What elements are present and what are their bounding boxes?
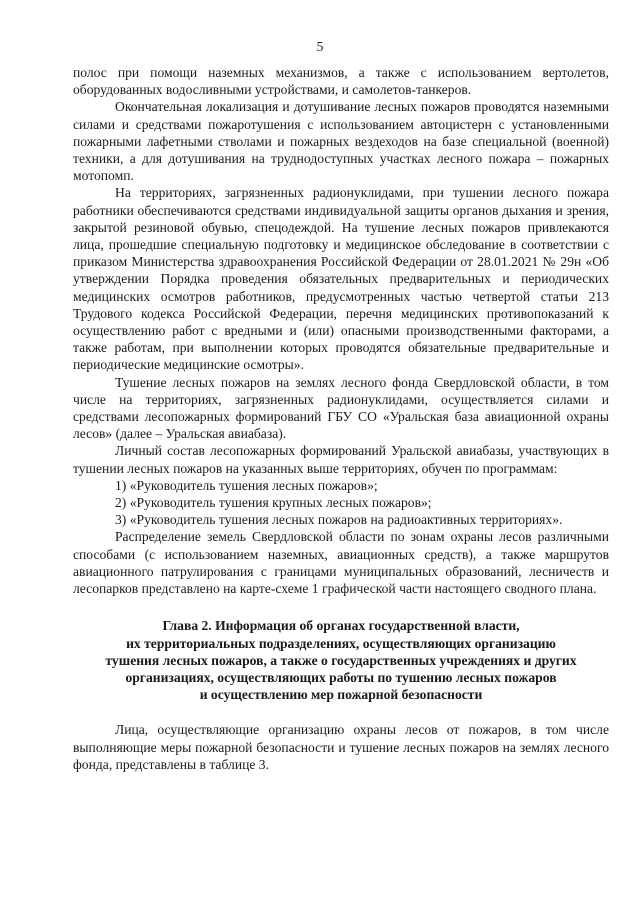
heading-line: организациях, осуществляющих работы по тушению лесных пожаров (125, 669, 557, 685)
program-list-item: 2) «Руководитель тушения крупных лесных пожаров»; (115, 495, 432, 511)
heading-line: и осуществлению мер пожарной безопасности (199, 687, 483, 703)
document-body (73, 64, 609, 773)
program-list-item: 1) «Руководитель тушения лесных пожаров»; (115, 477, 378, 493)
paragraph-extinguishing-forces: Тушение лесных пожаров на землях лесного фонда Свердловской области, в том числе на территориях, загрязненных радионуклидами, осуществляется силами и средствами лесопожарных формирований ГБУ СО «Уральская база авиационной охраны лесов» (далее – Уральская авиабаза). (73, 374, 609, 442)
chapter-heading (73, 617, 609, 703)
heading-line: Глава 2. Информация об органах государственной власти, (162, 618, 520, 634)
paragraph-continuation: полос при помощи наземных механизмов, а также с использованием вертолетов, оборудованных водосливными устройствами, и самолетов-танкеров. (73, 65, 609, 98)
paragraph-table-reference: Лица, осуществляющие организацию охраны лесов от пожаров, в том числе выполняющие меры пожарной безопасности и тушение лесных пожаров на землях лесного фонда, представлены в таблице 3. (73, 722, 609, 772)
paragraph-personnel-training: Личный состав лесопожарных формирований Уральской авиабазы, участвующих в тушении лесных пожаров на указанных выше территориях, обучен по программам: (73, 443, 609, 476)
program-list-item: 3) «Руководитель тушения лесных пожаров на радиоактивных территориях». (115, 512, 563, 528)
paragraph-radionuclides: На территориях, загрязненных радионуклидами, при тушении лесного пожара работники обеспечиваются средствами индивидуальной защиты органов дыхания и зрения, закрытой резиновой обувью, спецодеждой. На тушение лесных пожаров привлекаются лица, прошедшие специальную подготовку и медицинское обследование в соответствии с приказом Министерства здравоохранения Российской Федерации от 28.01.2021 № 29н «Об утверждении Порядка проведения обязательных предварительных и периодических медицинских осмотров работников, предусмотренных частью четвертой статьи 213 Трудового кодекса Российской Федерации, перечня медицинских противопоказаний к осуществлению работ с вредными и (или) опасными производственными факторами, а также работам, при выполнении которых проводятся обязательные предварительные и периодические медицинские осмотры». (73, 185, 609, 373)
page-number: 5 (316, 39, 324, 54)
paragraph-zones-distribution: Распределение земель Свердловской области по зонам охраны лесов различными способами (с использованием наземных, авиационных средств), а также маршрутов авиационного патрулирования с границами муниципальных образований, лесничеств и лесопарков представлено на карте-схеме 1 графической части настоящего сводного плана. (73, 529, 609, 597)
paragraph-localization: Окончательная локализация и дотушивание лесных пожаров проводятся наземными силами и средствами пожаротушения с использованием автоцистерн с установленными пожарными лафетными стволами и пожарных вездеходов на базе специальной (военной) техники, а для дотушивания на труднодоступных участках лесного пожара – пожарных мотопомп. (73, 99, 609, 184)
heading-line: тушения лесных пожаров, а также о государственных учреждениях и других (105, 652, 577, 668)
heading-line: их территориальных подразделениях, осуществляющих организацию (126, 635, 556, 651)
